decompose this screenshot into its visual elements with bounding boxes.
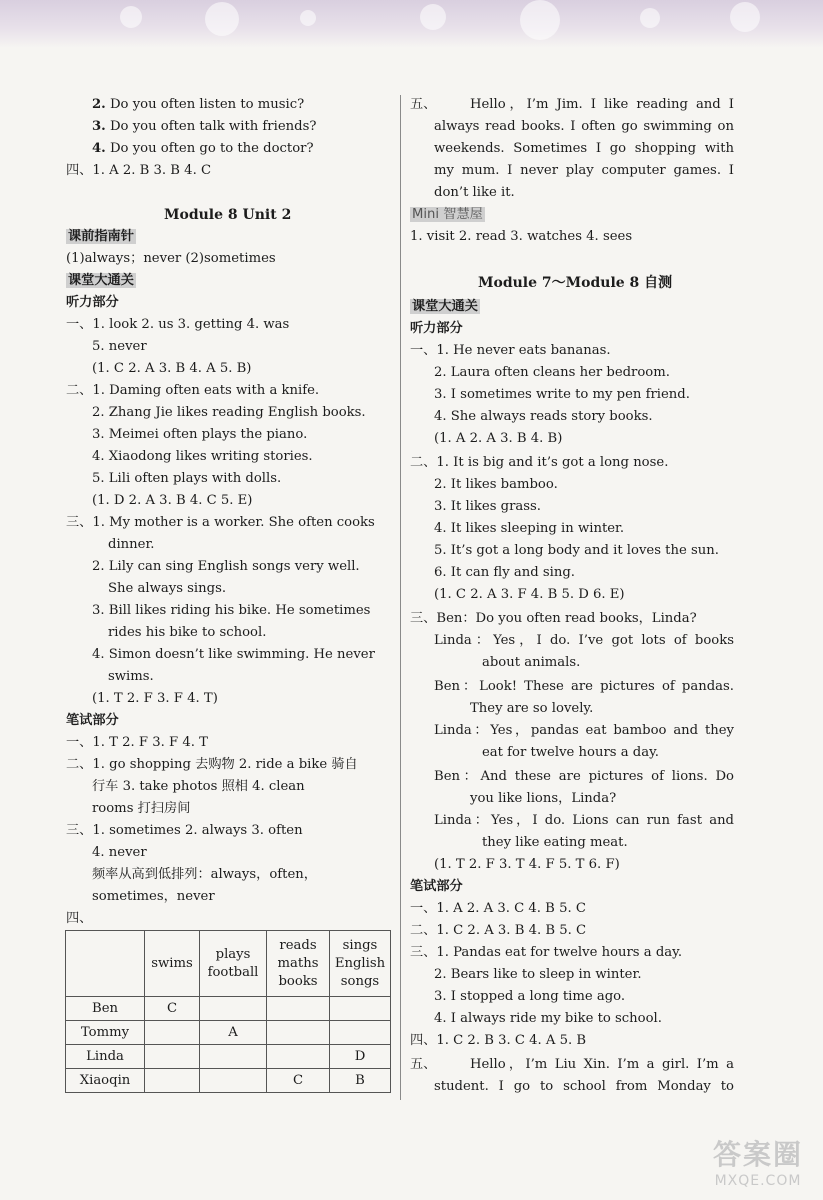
section-heading: Mini 智慧屋 bbox=[412, 207, 483, 222]
answer-line: 3. I stopped a long time ago. bbox=[434, 989, 626, 1004]
answer-line: 一、1. A 2. A 3. C 4. B 5. C bbox=[410, 901, 586, 916]
answer-line: 二、1. It is big and it’s got a long nose. bbox=[410, 455, 669, 470]
table-row bbox=[66, 1069, 391, 1093]
answer-line: 4. Simon doesn’t like swimming. He never bbox=[92, 647, 375, 662]
table-cell bbox=[145, 1021, 200, 1045]
answer-line: 2. Lily can sing English songs very well. bbox=[92, 559, 360, 574]
answer-line: rides his bike to school. bbox=[108, 625, 267, 640]
answer-line: 3. Meimei often plays the piano. bbox=[92, 427, 308, 442]
decor-bubble bbox=[120, 6, 142, 28]
table-cell: A bbox=[200, 1021, 267, 1045]
table-header-cell: sings English songs bbox=[330, 931, 391, 997]
answer-line: 4. I always ride my bike to school. bbox=[434, 1011, 662, 1026]
answer-line: 行车 3. take photos 照相 4. clean bbox=[92, 779, 305, 794]
table-cell: C bbox=[145, 997, 200, 1021]
table-cell bbox=[200, 1045, 267, 1069]
answer-line: swims. bbox=[108, 669, 154, 684]
answer-line: 5. never bbox=[92, 339, 147, 354]
answer-line: 一、1. T 2. F 3. F 4. T bbox=[66, 735, 208, 750]
part-heading: 笔试部分 bbox=[66, 713, 119, 728]
answer-line: sometimes，never bbox=[92, 889, 215, 904]
answer-line: 三、1. sometimes 2. always 3. often bbox=[66, 823, 303, 838]
answer-line: (1. D 2. A 3. B 4. C 5. E) bbox=[92, 493, 253, 508]
table-cell: Linda bbox=[66, 1045, 145, 1069]
table-row bbox=[66, 1021, 391, 1045]
table-row bbox=[66, 1045, 391, 1069]
activity-table bbox=[65, 930, 391, 1093]
dialogue-line: Ben：Look! These are pictures of pandas. bbox=[434, 679, 734, 694]
answer-line: 4. Do you often go to the doctor? bbox=[92, 141, 314, 156]
decor-bubble bbox=[730, 2, 760, 32]
table-cell bbox=[330, 1021, 391, 1045]
table-cell: Ben bbox=[66, 997, 145, 1021]
module-title: Module 8 Unit 2 bbox=[164, 207, 292, 223]
dialogue-line: you like lions，Linda? bbox=[470, 791, 617, 806]
table-cell bbox=[145, 1045, 200, 1069]
section-mark: 五、 bbox=[410, 97, 437, 112]
answer-line: (1)always；never (2)sometimes bbox=[66, 251, 276, 266]
part-heading: 听力部分 bbox=[410, 321, 463, 336]
table-header-cell bbox=[66, 931, 145, 997]
dialogue-line: Ben：And these are pictures of lions. Do bbox=[434, 769, 734, 784]
answer-line: 4. It likes sleeping in winter. bbox=[434, 521, 625, 536]
dialogue-line: Linda：Yes，pandas eat bamboo and they bbox=[434, 723, 734, 738]
watermark-logo bbox=[703, 1138, 813, 1196]
dialogue-line: They are so lovely. bbox=[470, 701, 594, 716]
decor-bubble bbox=[640, 8, 660, 28]
table-cell bbox=[200, 1069, 267, 1093]
column-divider bbox=[400, 95, 401, 1100]
table-cell bbox=[267, 997, 330, 1021]
answer-line: 2. Do you often listen to music? bbox=[92, 97, 305, 112]
passage-line: my mum. I never play computer games. I bbox=[434, 163, 734, 178]
table-cell: Xiaoqin bbox=[66, 1069, 145, 1093]
table-header-row bbox=[66, 931, 391, 997]
passage-line: don’t like it. bbox=[434, 185, 515, 200]
watermark-text: 答案圈 bbox=[712, 1138, 803, 1171]
answer-line: 4. Xiaodong likes writing stories. bbox=[92, 449, 313, 464]
answer-line: 1. visit 2. read 3. watches 4. sees bbox=[410, 229, 633, 244]
passage-line: always read books. I often go swimming on bbox=[434, 119, 734, 134]
table-header-cell: swims bbox=[145, 931, 200, 997]
answer-line: (1. T 2. F 3. T 4. F 5. T 6. F) bbox=[434, 857, 620, 872]
table-header-cell: plays football bbox=[200, 931, 267, 997]
answer-line: 四、 bbox=[66, 911, 93, 926]
answer-line: 四、1. A 2. B 3. B 4. C bbox=[66, 163, 212, 178]
passage-line: Hello，I’m Jim. I like reading and I bbox=[470, 97, 734, 112]
table-cell bbox=[267, 1021, 330, 1045]
answer-line: 5. It’s got a long body and it loves the sun. bbox=[434, 543, 719, 558]
table-cell bbox=[200, 997, 267, 1021]
table-cell: B bbox=[330, 1069, 391, 1093]
answer-line: 二、1. go shopping 去购物 2. ride a bike 骑自 bbox=[66, 757, 358, 772]
table-cell bbox=[267, 1045, 330, 1069]
table-cell bbox=[145, 1069, 200, 1093]
answer-line: 3. I sometimes write to my pen friend. bbox=[434, 387, 690, 402]
header-decoration bbox=[0, 0, 823, 48]
section-mark: 五、 bbox=[410, 1057, 437, 1072]
decor-bubble bbox=[420, 4, 446, 30]
section-heading: 课堂大通关 bbox=[412, 299, 478, 314]
answer-line: (1. C 2. A 3. F 4. B 5. D 6. E) bbox=[434, 587, 625, 602]
table-header-cell: reads maths books bbox=[267, 931, 330, 997]
answer-line: 三、1. Pandas eat for twelve hours a day. bbox=[410, 945, 683, 960]
answer-line: She always sings. bbox=[108, 581, 227, 596]
answer-line: 3. Do you often talk with friends? bbox=[92, 119, 317, 134]
answer-line: 一、1. look 2. us 3. getting 4. was bbox=[66, 317, 290, 332]
answer-line: 3. It likes grass. bbox=[434, 499, 542, 514]
dialogue-line: 三、Ben：Do you often read books，Linda? bbox=[410, 611, 697, 626]
passage-line: student. I go to school from Monday to bbox=[434, 1079, 734, 1094]
answer-line: 3. Bill likes riding his bike. He sometimes bbox=[92, 603, 371, 618]
answer-line: 二、1. Daming often eats with a knife. bbox=[66, 383, 320, 398]
answer-line: (1. T 2. F 3. F 4. T) bbox=[92, 691, 218, 706]
passage-line: weekends. Sometimes I go shopping with bbox=[434, 141, 734, 156]
dialogue-line: eat for twelve hours a day. bbox=[482, 745, 659, 760]
answer-line: rooms 打扫房间 bbox=[92, 801, 191, 816]
table-cell: Tommy bbox=[66, 1021, 145, 1045]
decor-bubble bbox=[520, 0, 560, 40]
table-cell bbox=[330, 997, 391, 1021]
answer-line: (1. C 2. A 3. B 4. A 5. B) bbox=[92, 361, 252, 376]
decor-bubble bbox=[205, 2, 239, 36]
dialogue-line: they like eating meat. bbox=[482, 835, 628, 850]
answer-line: 2. Zhang Jie likes reading English books. bbox=[92, 405, 366, 420]
answer-line: 二、1. C 2. A 3. B 4. B 5. C bbox=[410, 923, 587, 938]
answer-line: 三、1. My mother is a worker. She often cooks bbox=[66, 515, 375, 530]
answer-line: 频率从高到低排列：always，often， bbox=[92, 867, 317, 882]
part-heading: 听力部分 bbox=[66, 295, 119, 310]
table-row bbox=[66, 997, 391, 1021]
answer-line: 2. Bears like to sleep in winter. bbox=[434, 967, 642, 982]
answer-line: (1. A 2. A 3. B 4. B) bbox=[434, 431, 563, 446]
part-heading: 笔试部分 bbox=[410, 879, 463, 894]
table-cell: D bbox=[330, 1045, 391, 1069]
answer-line: dinner. bbox=[108, 537, 155, 552]
answer-line: 4. never bbox=[92, 845, 147, 860]
table-cell: C bbox=[267, 1069, 330, 1093]
dialogue-line: Linda：Yes，I do. Lions can run fast and bbox=[434, 813, 734, 828]
dialogue-line: about animals. bbox=[482, 655, 581, 670]
section-heading: 课堂大通关 bbox=[68, 273, 134, 288]
section-heading: 课前指南针 bbox=[68, 229, 134, 244]
answer-line: 2. Laura often cleans her bedroom. bbox=[434, 365, 670, 380]
answer-line: 4. She always reads story books. bbox=[434, 409, 653, 424]
watermark-url: MXQE.COM bbox=[714, 1173, 802, 1189]
answer-line: 5. Lili often plays with dolls. bbox=[92, 471, 282, 486]
module-title: Module 7～Module 8 自测 bbox=[478, 275, 673, 291]
passage-line: Hello，I’m Liu Xin. I’m a girl. I’m a bbox=[470, 1057, 734, 1072]
answer-line: 四、1. C 2. B 3. C 4. A 5. B bbox=[410, 1033, 587, 1048]
answer-line: 一、1. He never eats bananas. bbox=[410, 343, 611, 358]
decor-bubble bbox=[300, 10, 316, 26]
dialogue-line: Linda：Yes，I do. I’ve got lots of books bbox=[434, 633, 734, 648]
answer-line: 6. It can fly and sing. bbox=[434, 565, 575, 580]
answer-line: 2. It likes bamboo. bbox=[434, 477, 558, 492]
